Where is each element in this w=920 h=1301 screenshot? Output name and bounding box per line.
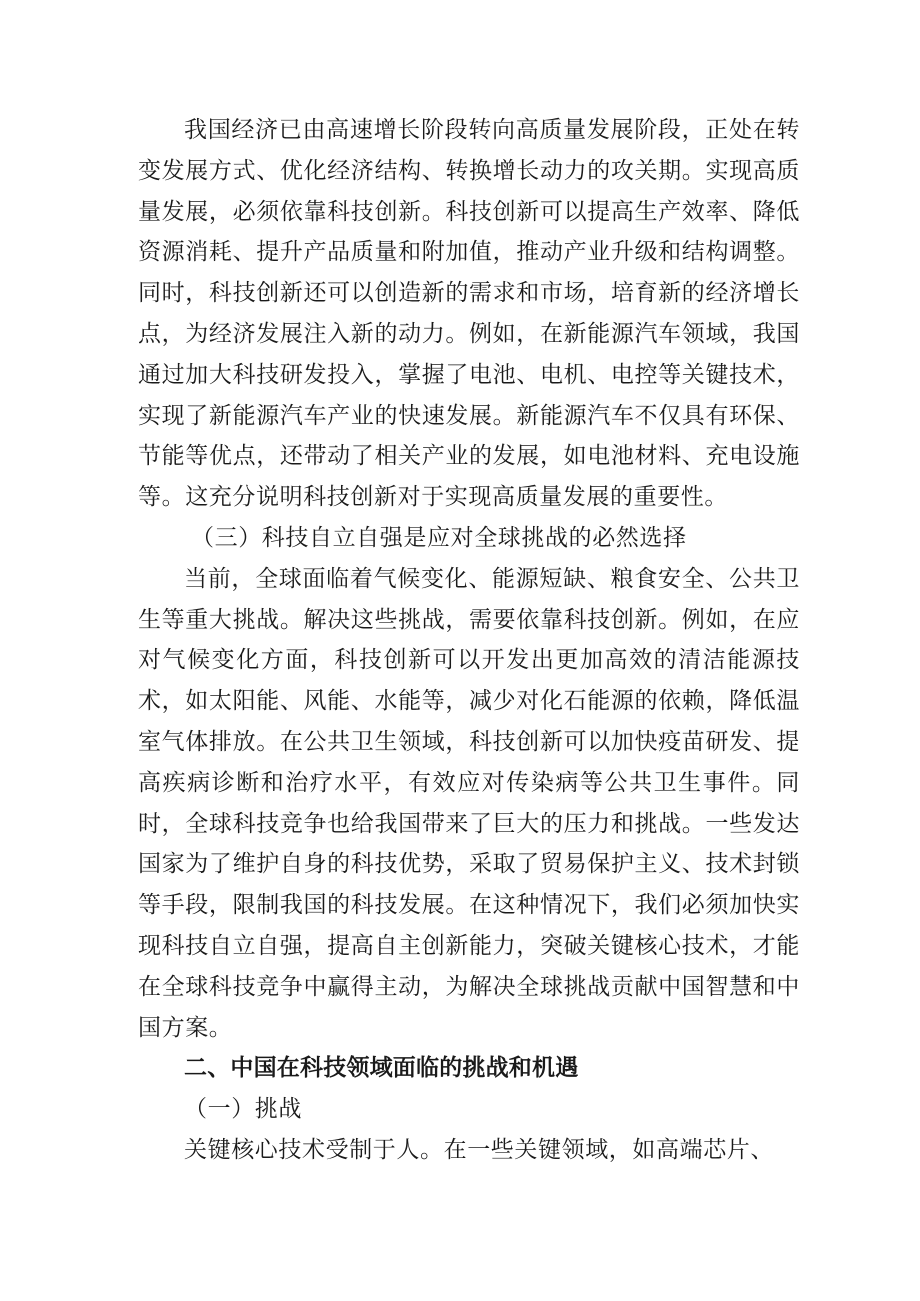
paragraph-core-technology: 关键核心技术受制于人。在一些关键领域，如高端芯片、 [184,1136,774,1163]
subheading-challenges: （一）挑战 [184,1096,302,1123]
subheading-global-challenges: （三）科技自立自强是应对全球挑战的必然选择 [191,524,687,551]
paragraph-global-challenges: 当前，全球面临着气候变化、能源短缺、粮食安全、公共卫生等重大挑战。解决这些挑战，需要依靠科技创新。例如，在应对气候变化方面，科技创新可以开发出更加高效的清洁能源技术，如太阳能、风能、水能等，减少对化石能源的依赖，降低温室气体排放。在公共卫生领域，科技创新可以加快疫苗研发、提高疾病诊断和治疗水平，有效应对传染病等公共卫生事件。同时，全球科技竞争也给我国带来了巨大的压力和挑战。一些发达国家为了维护自身的科技优势，采取了贸易保护主义、技术封锁等手段，限制我国的科技发展。在这种情况下，我们必须加快实现科技自立自强，提高自主创新能力，突破关键核心技术，才能在全球科技竞争中赢得主动，为解决全球挑战贡献中国智慧和中国方案。 [138,565,800,1041]
paragraph-high-quality-development: 我国经济已由高速增长阶段转向高质量发展阶段，正处在转变发展方式、优化经济结构、转换增长动力的攻关期。实现高质量发展，必须依靠科技创新。科技创新可以提高生产效率、降低资源消耗、提升产品质量和附加值，推动产业升级和结构调整。同时，科技创新还可以创造新的需求和市场，培育新的经济增长点，为经济发展注入新的动力。例如，在新能源汽车领域，我国通过加大科技研发投入，掌握了电池、电机、电控等关键技术，实现了新能源汽车产业的快速发展。新能源汽车不仅具有环保、节能等优点，还带动了相关产业的发展，如电池材料、充电设施等。这充分说明科技创新对于实现高质量发展的重要性。 [138,117,800,511]
document-body [138,110,800,1171]
section-heading-challenges-opportunities: 二、中国在科技领域面临的挑战和机遇 [184,1055,579,1082]
